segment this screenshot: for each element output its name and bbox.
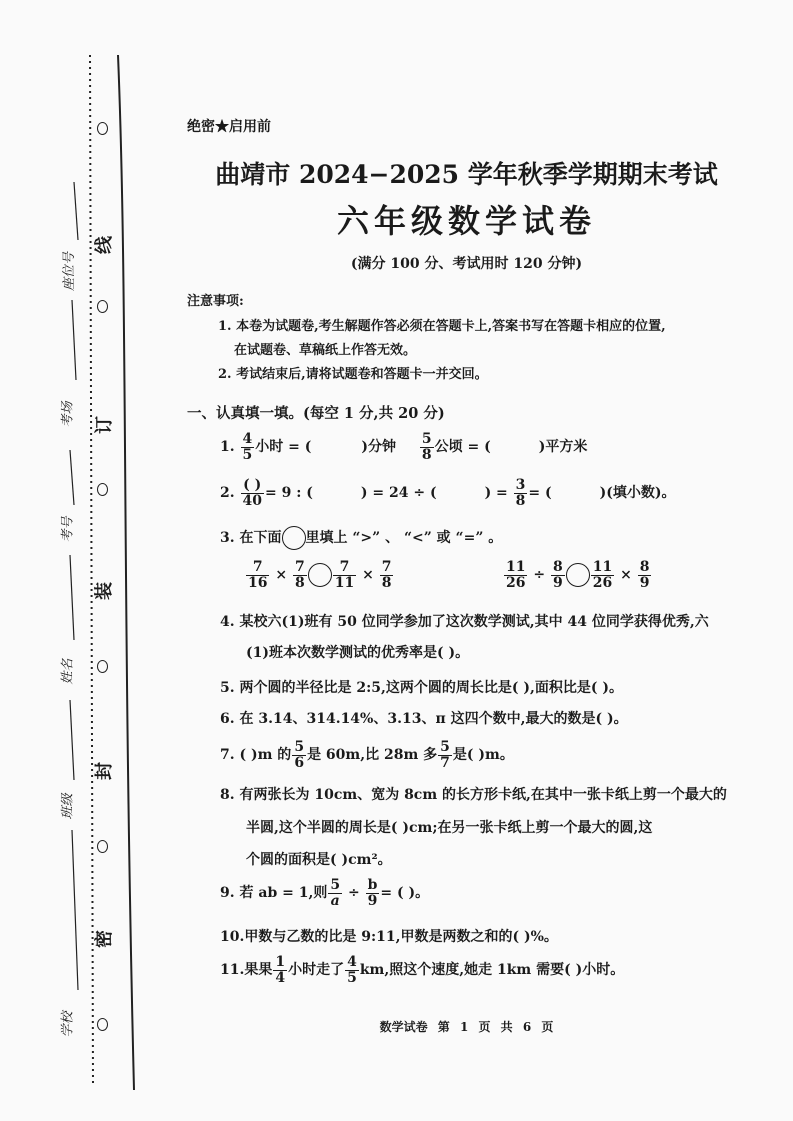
page-footer: 数学试卷 第 1 页 共 6 页 [379, 1020, 554, 1034]
question-10: 10.甲数与乙数的比是 9:11,甲数是两数之和的( )%。 [220, 929, 558, 945]
question-11: 11.果果 $\frac{1}{4}$ 小时走了 $\frac{4}{5}$ km,照这个速度,她走 1km 需要( )小时。 [220, 954, 625, 986]
note-item: 2. 考试结束后,请将试题卷和答题卡一并交回。 [218, 367, 488, 382]
question-1: 1. $\frac{4}{5}$ 小时 = ( )分钟 $\frac{5}{8}$ 公顷 = ( )平方米 [220, 431, 588, 463]
question-number: 11. [220, 962, 245, 979]
name-label: 姓名 [60, 658, 76, 685]
question-3-left-expression: $\frac{7}{16}$ × $\frac{7}{8}$ $\frac{7}{11}$ × $\frac{7}{8}$ [248, 559, 392, 591]
fraction: $\frac{5}{7}$ [440, 739, 450, 771]
exam-title: 曲靖市 2024−2025 学年秋季学期期末考试 [215, 160, 718, 189]
fraction: $\frac{5}{8}$ [421, 431, 432, 463]
notes-heading: 注意事项: [187, 294, 244, 309]
blank-circle[interactable] [282, 526, 306, 550]
fraction: $\frac{b}{9}$ [367, 877, 378, 909]
question-9: 9. 若 ab = 1,则 $\frac{5}{a}$ ÷ $\frac{b}{9}$ = ( )。 [220, 877, 430, 909]
note-item: 1. 本卷为试题卷,考生解题作答必须在答题卡上,答案书写在答题卡相应的位置, [218, 319, 666, 334]
seal-char-zhuang: 装 [94, 582, 115, 600]
seal-char-feng: 封 [94, 762, 115, 780]
fraction: $\frac{4}{5}$ [242, 431, 253, 463]
question-4: 4. 某校六(1)班有 50 位同学参加了这次数学测试,其中 44 位同学获得优秀,六 [220, 614, 709, 630]
seal-char-xian: 线 [94, 236, 115, 254]
binding-hole [97, 840, 108, 853]
fraction: $\frac{3}{8}$ [515, 477, 526, 509]
question-number: 5. [220, 680, 235, 696]
seal-char-mi: 密 [94, 930, 115, 948]
compare-circle[interactable] [308, 563, 332, 587]
question-6: 6. 在 3.14、314.14%、3.13、π 这四个数中,最大的数是( )。 [220, 711, 628, 727]
note-item: 在试题卷、草稿纸上作答无效。 [234, 343, 417, 358]
question-8-line-3: 个圆的面积是( )cm²。 [246, 852, 392, 868]
question-4-line-2: (1)班本次数学测试的优秀率是( )。 [246, 645, 470, 661]
compare-circle[interactable] [566, 563, 590, 587]
question-3-right-expression: $\frac{11}{26}$ ÷ $\frac{8}{9}$ $\frac{11}{26}$ × $\frac{8}{9}$ [506, 559, 650, 591]
fraction: $\frac{1}{4}$ [275, 954, 286, 986]
question-8: 8. 有两张长为 10cm、宽为 8cm 的长方形卡纸,在其中一张卡纸上剪一个最大的 [220, 787, 727, 803]
fraction: $\frac{5}{6}$ [294, 739, 305, 771]
exam-info: (满分 100 分、考试用时 120 分钟) [350, 256, 583, 272]
question-number: 6. [220, 711, 235, 727]
exam-number-label: 考号 [60, 516, 76, 543]
question-number: 10. [220, 929, 245, 945]
question-number: 1. [220, 439, 235, 456]
question-number: 4. [220, 614, 235, 630]
question-number: 7. [220, 747, 235, 764]
school-label: 学校 [60, 1011, 76, 1038]
question-3: 3. 在下面 里填上 “>” 、 “<” 或 “=” 。 [220, 526, 502, 550]
question-number: 9. [220, 885, 235, 902]
class-label: 班级 [60, 793, 76, 820]
fraction: $\frac{4}{5}$ [347, 954, 357, 986]
question-7: 7. ( )m 的 $\frac{5}{6}$ 是 60m,比 28m 多 $\frac{5}{7}$ 是( )m。 [220, 739, 514, 771]
seal-char-ding: 订 [94, 416, 115, 434]
binding-hole [97, 300, 108, 313]
question-8-line-2: 半圆,这个半圆的周长是( )cm;在另一张卡纸上剪一个最大的圆,这 [246, 820, 653, 836]
fraction: $\frac{( )}{40}$ [242, 477, 262, 509]
fraction: $\frac{5}{a}$ [330, 877, 341, 909]
question-number: 3. [220, 530, 235, 546]
section-title: 一、认真填一填。(每空 1 分,共 20 分) [187, 405, 445, 422]
question-5: 5. 两个圆的半径比是 2:5,这两个圆的周长比是( ),面积比是( )。 [220, 680, 624, 696]
confidential-mark: 绝密★启用前 [187, 119, 271, 135]
question-number: 2. [220, 485, 235, 502]
question-2: 2. $\frac{( )}{40}$ = 9 : ( ) = 24 ÷ ( ) = $\frac{3}{8}$ = ( )(填小数)。 [220, 477, 676, 509]
seat-number-label: 座位号 [62, 251, 78, 292]
binding-hole [97, 660, 108, 673]
question-number: 8. [220, 787, 235, 803]
paper-title: 六年级数学试卷 [336, 202, 596, 240]
binding-hole [97, 483, 108, 496]
exam-room-label: 考场 [60, 401, 76, 428]
binding-hole [97, 122, 108, 135]
